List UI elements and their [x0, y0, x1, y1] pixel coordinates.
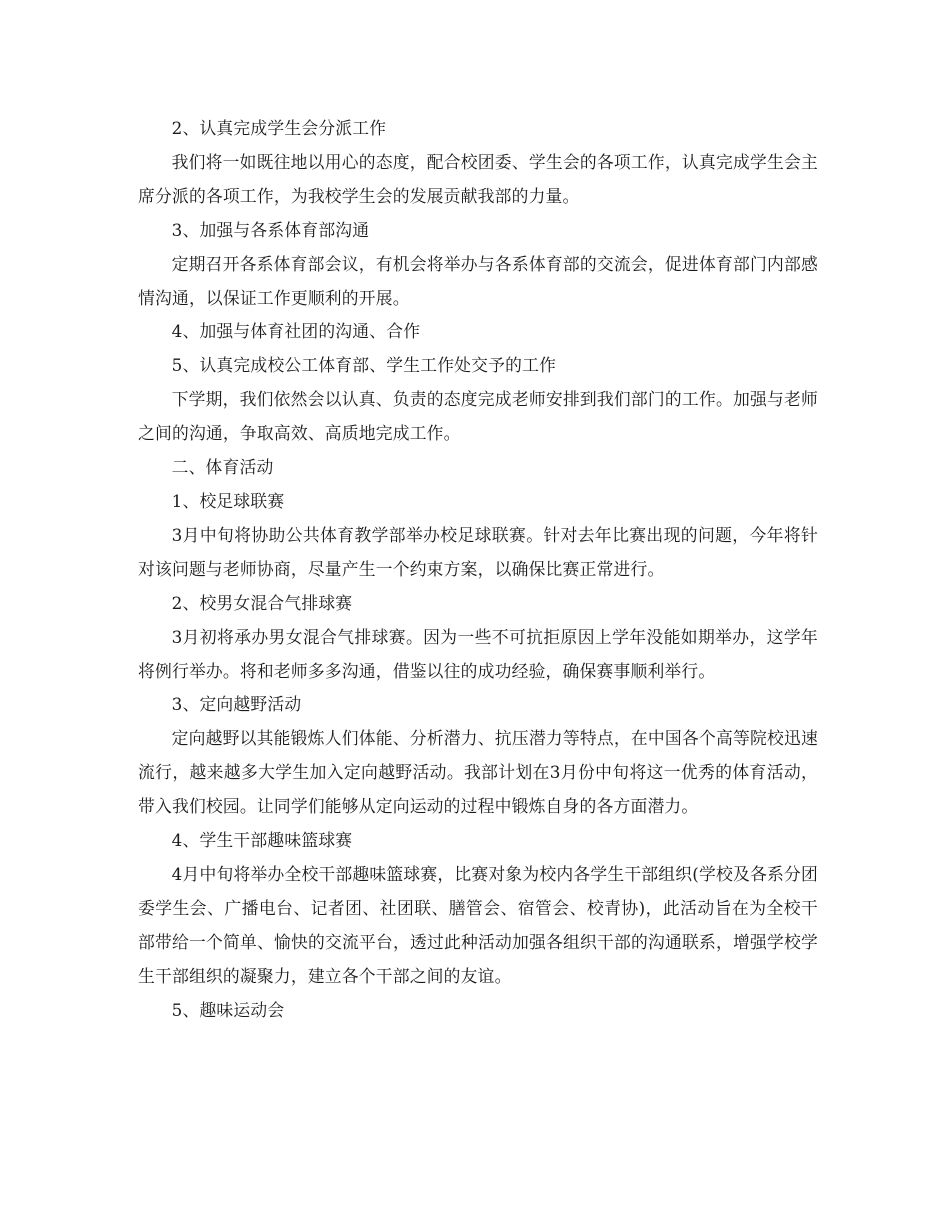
body-paragraph: 定向越野以其能锻炼人们体能、分析潜力、抗压潜力等特点，在中国各个高等院校迅速流行，越来越多大学生加入定向越野活动。我部计划在3月份中旬将这一优秀的体育活动，带入我们校园。让同学们能够从定向运动的过程中锻炼自身的各方面潜力。 [138, 728, 818, 817]
heading-item-4-basketball: 4、学生干部趣味篮球赛 [171, 830, 353, 851]
heading-item-2-volleyball: 2、校男女混合气排球赛 [171, 592, 353, 613]
heading-item-3-orienteering: 3、定向越野活动 [171, 694, 302, 715]
body-paragraph: 3月中旬将协助公共体育教学部举办校足球联赛。针对去年比赛出现的问题，今年将针对该问题与老师协商，尽量产生一个约束方案，以确保比赛正常进行。 [138, 524, 818, 579]
body-paragraph: 定期召开各系体育部会议，有机会将举办与各系体育部的交流会，促进体育部门内部感情沟通，以保证工作更顺利的开展。 [138, 253, 818, 308]
heading-item-2-complete-assigned-work: 2、认真完成学生会分派工作 [171, 118, 387, 138]
heading-item-5-fun-sports-meet: 5、趣味运动会 [171, 999, 285, 1020]
body-paragraph: 3月初将承办男女混合气排球赛。因为一些不可抗拒原因上学年没能如期举办，这学年将例行举办。将和老师多多沟通，借鉴以往的成功经验，确保赛事顺利举行。 [138, 626, 818, 681]
heading-item-3-department-communication: 3、加强与各系体育部沟通 [171, 219, 370, 240]
heading-item-1-football-league: 1、校足球联赛 [171, 490, 285, 511]
body-paragraph: 我们将一如既往地以用心的态度，配合校团委、学生会的各项工作，认真完成学生会主席分派的各项工作，为我校学生会的发展贡献我部的力量。 [138, 151, 818, 206]
body-paragraph: 4月中旬将举办全校干部趣味篮球赛，比赛对象为校内各学生干部组织(学校及各系分团委学生会、广播电台、记者团、社团联、膳管会、宿管会、校青协)，此活动旨在为全校干部带给一个简单、愉快的交流平台，透过此种活动加强各组织干部的沟通联系，增强学校学生干部组织的凝聚力，建立各个干部之间的友谊。 [138, 863, 818, 986]
body-paragraph: 下学期，我们依然会以认真、负责的态度完成老师安排到我们部门的工作。加强与老师之间的沟通，争取高效、高质地完成工作。 [138, 389, 818, 444]
document-body [138, 112, 818, 1027]
heading-item-5-assigned-tasks: 5、认真完成校公工体育部、学生工作处交予的工作 [171, 355, 557, 376]
heading-item-4-club-cooperation: 4、加强与体育社团的沟通、合作 [171, 321, 421, 342]
section-heading-sports-activities: 二、体育活动 [171, 457, 274, 478]
